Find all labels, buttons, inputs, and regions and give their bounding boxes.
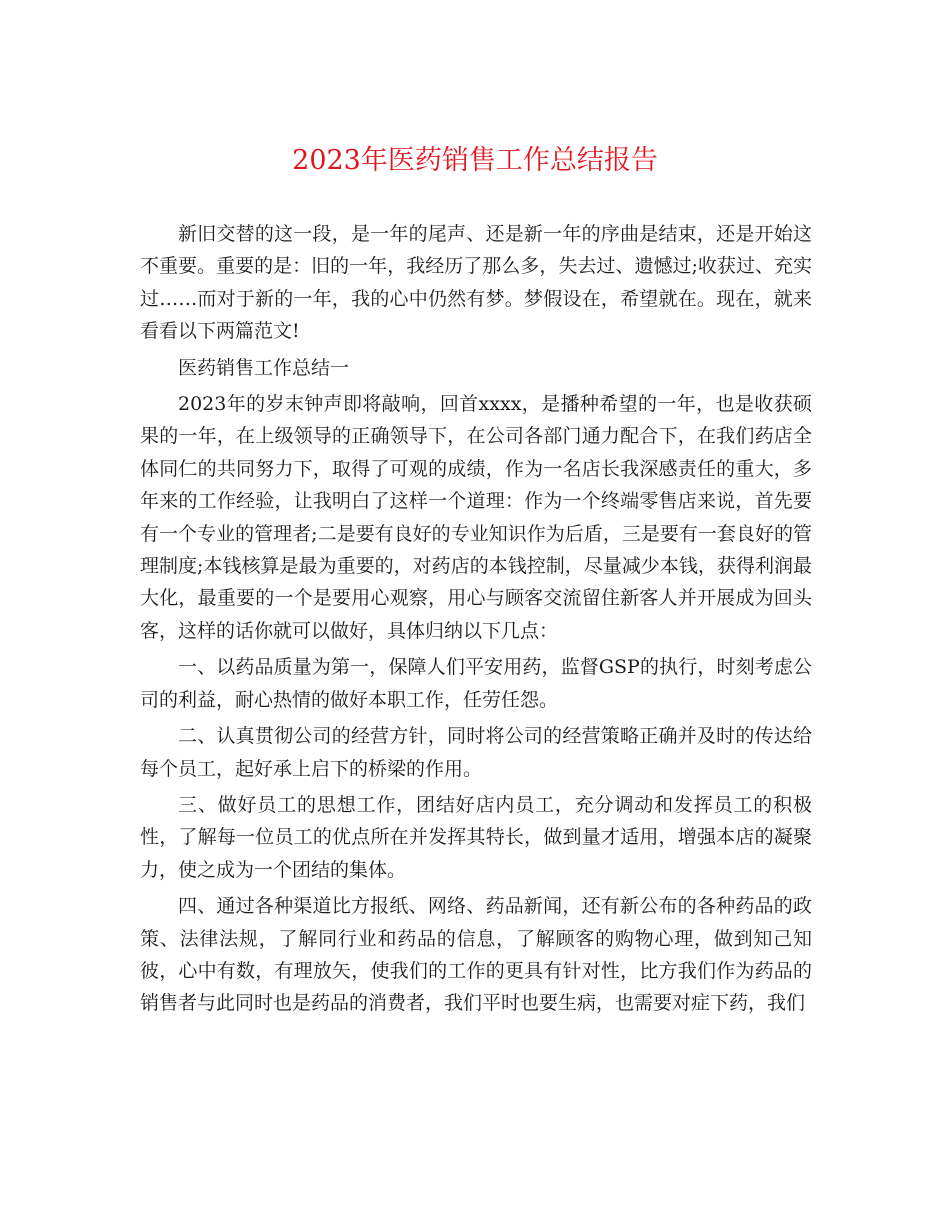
paragraph-point-4: 四、通过各种渠道比方报纸、网络、药品新闻，还有新公布的各种药品的政策、法律法规，了解同行业和药品的信息，了解顾客的购物心理，做到知己知彼，心中有数，有理放矢，使我们的工作的更具有针对性，比方我们作为药品的销售者与此同时也是药品的消费者，我们平时也要生病，也需要对症下药，我们 — [140, 895, 812, 1015]
document-body — [140, 218, 812, 1024]
document-title: 2023年医药销售工作总结报告 — [292, 145, 658, 176]
section-heading: 医药销售工作总结一 — [178, 356, 350, 379]
paragraph-point-1: 一、以药品质量为第一，保障人们平安用药，监督GSP的执行，时刻考虑公司的利益，耐心热情的做好本职工作，任劳任怨。 — [140, 656, 812, 711]
paragraph-intro: 新旧交替的这一段，是一年的尾声、还是新一年的序曲是结束，还是开始这不重要。重要的是：旧的一年，我经历了那么多，失去过、遗憾过;收获过、充实过……而对于新的一年，我的心中仍然有梦。梦假设在，希望就在。现在，就来看看以下两篇范文! — [140, 223, 812, 343]
paragraph-point-2: 二、认真贯彻公司的经营方针，同时将公司的经营策略正确并及时的传达给每个员工，起好承上启下的桥梁的作用。 — [140, 725, 812, 780]
paragraph-summary: 2023年的岁末钟声即将敲响，回首xxxx，是播种希望的一年，也是收获硕果的一年，在上级领导的正确领导下，在公司各部门通力配合下，在我们药店全体同仁的共同努力下，取得了可观的成绩，作为一名店长我深感责任的重大，多年来的工作经验，让我明白了这样一个道理：作为一个终端零售店来说，首先要有一个专业的管理者;二是要有良好的专业知识作为后盾，三是要有一套良好的管理制度;本钱核算是最为重要的，对药店的本钱控制，尽量减少本钱，获得利润最大化，最重要的一个是要用心观察，用心与顾客交流留住新客人并开展成为回头客，这样的话你就可以做好，具体归纳以下几点： — [140, 393, 812, 642]
paragraph-point-3: 三、做好员工的思想工作，团结好店内员工，充分调动和发挥员工的积极性，了解每一位员工的优点所在并发挥其特长，做到量才适用，增强本店的凝聚力，使之成为一个团结的集体。 — [140, 793, 812, 881]
